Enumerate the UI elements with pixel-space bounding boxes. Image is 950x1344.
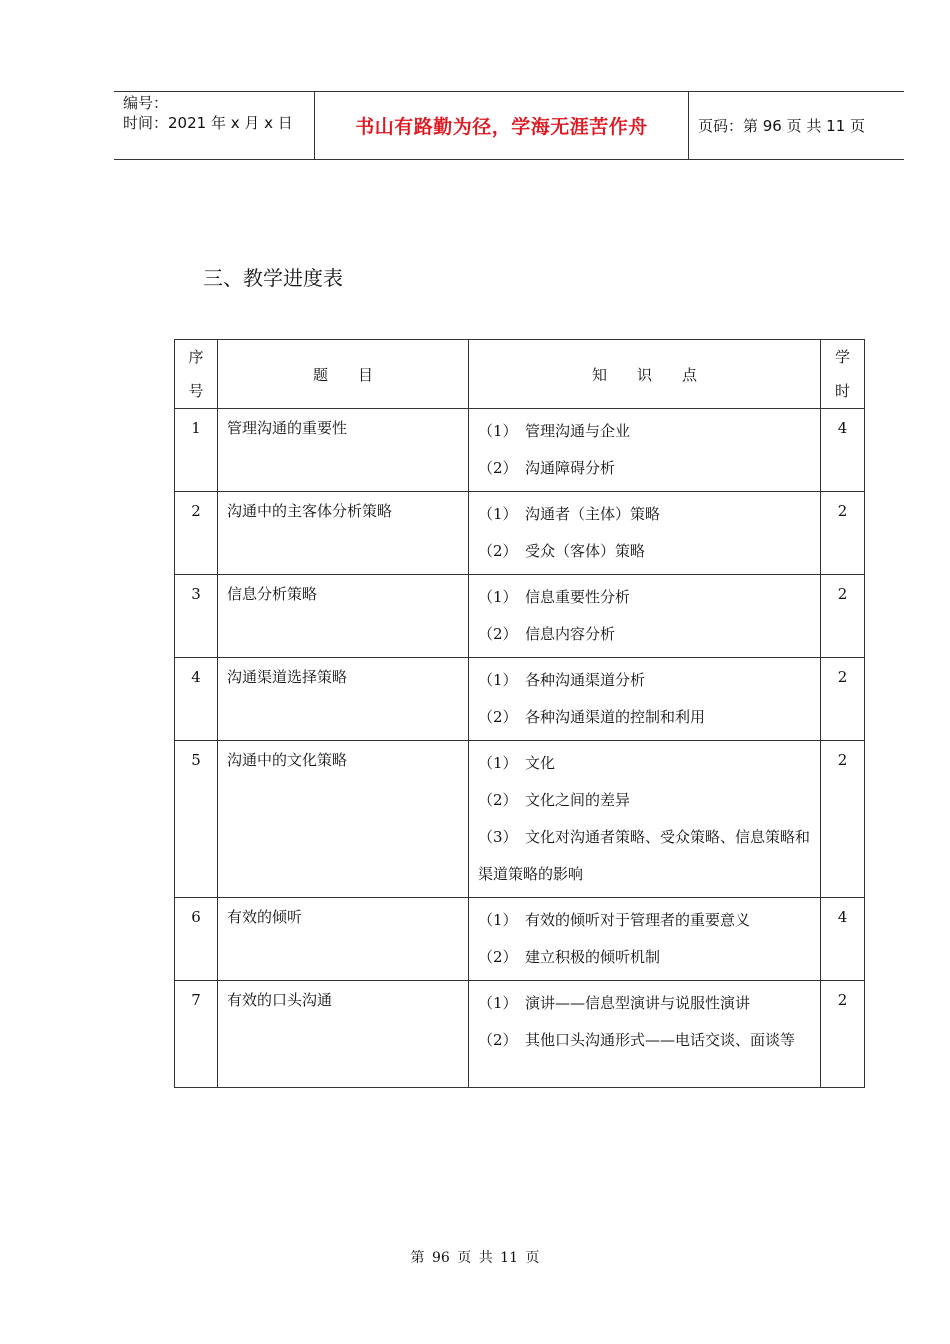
row-hours: 2 — [821, 981, 865, 1088]
knowledge-point: （1） 管理沟通与企业 — [478, 422, 631, 440]
header-hours-line2: 时 — [834, 382, 850, 400]
header-page-cell — [689, 92, 904, 159]
row-points — [469, 898, 821, 981]
knowledge-point: （3） 文化对沟通者策略、受众策略、信息策略和渠道策略的影响 — [478, 828, 811, 883]
header-seq-line2: 号 — [188, 382, 204, 400]
row-hours: 4 — [821, 898, 865, 981]
header-hours — [821, 340, 865, 409]
row-points — [469, 981, 821, 1088]
header-seq-line1: 序 — [188, 348, 204, 366]
page-footer: 第 96 页 共 11 页 — [410, 1250, 540, 1266]
row-hours: 2 — [821, 492, 865, 575]
row-number: 6 — [175, 898, 218, 981]
row-hours: 2 — [821, 741, 865, 898]
header-motto-cell — [315, 92, 689, 159]
table-row — [175, 898, 865, 981]
row-hours: 2 — [821, 658, 865, 741]
knowledge-point: （2） 建立积极的倾听机制 — [478, 948, 661, 966]
knowledge-point: （1） 文化 — [478, 754, 556, 772]
header-topic — [218, 340, 469, 409]
table-row — [175, 741, 865, 898]
knowledge-point: （1） 信息重要性分析 — [478, 588, 631, 606]
row-points — [469, 658, 821, 741]
row-number: 7 — [175, 981, 218, 1088]
row-topic: 信息分析策略 — [218, 575, 469, 658]
table-row — [175, 575, 865, 658]
table-row — [175, 658, 865, 741]
row-number: 1 — [175, 409, 218, 492]
row-number: 2 — [175, 492, 218, 575]
row-topic: 沟通中的文化策略 — [218, 741, 469, 898]
row-topic: 沟通渠道选择策略 — [218, 658, 469, 741]
header-hours-line1: 学 — [834, 348, 850, 366]
knowledge-point: （2） 受众（客体）策略 — [478, 542, 646, 560]
row-number: 5 — [175, 741, 218, 898]
date-label: 时间：2021 年 x 月 x 日 — [123, 114, 293, 132]
row-points — [469, 492, 821, 575]
table-row — [175, 981, 865, 1088]
schedule-table — [174, 339, 865, 1088]
header-topic-label: 题 目 — [312, 365, 373, 384]
header-meta-cell — [114, 92, 315, 159]
serial-label: 编号： — [123, 94, 169, 112]
knowledge-point: （1） 演讲——信息型演讲与说服性演讲 — [478, 994, 751, 1012]
row-number: 3 — [175, 575, 218, 658]
knowledge-point: （1） 各种沟通渠道分析 — [478, 671, 646, 689]
knowledge-point: （2） 信息内容分析 — [478, 625, 616, 643]
row-hours: 2 — [821, 575, 865, 658]
row-topic: 有效的口头沟通 — [218, 981, 469, 1088]
header-page-info: 页码：第 96 页 共 11 页 — [698, 117, 866, 135]
header-seq — [175, 340, 218, 409]
row-number: 4 — [175, 658, 218, 741]
table-row — [175, 409, 865, 492]
knowledge-point: （2） 沟通障碍分析 — [478, 459, 616, 477]
motto-text: 书山有路勤为径，学海无涯苦作舟 — [355, 116, 648, 138]
row-hours: 4 — [821, 409, 865, 492]
row-points — [469, 575, 821, 658]
knowledge-point: （1） 有效的倾听对于管理者的重要意义 — [478, 911, 751, 929]
row-topic: 有效的倾听 — [218, 898, 469, 981]
header-knowledge — [469, 340, 821, 409]
table-row — [175, 492, 865, 575]
knowledge-point: （2） 其他口头沟通形式——电话交谈、面谈等 — [478, 1031, 796, 1049]
document-header — [114, 91, 904, 160]
knowledge-point: （1） 沟通者（主体）策略 — [478, 505, 661, 523]
row-topic: 管理沟通的重要性 — [218, 409, 469, 492]
section-title: 三、教学进度表 — [203, 266, 343, 290]
table-header-row — [175, 340, 865, 409]
knowledge-point: （2） 各种沟通渠道的控制和利用 — [478, 708, 706, 726]
knowledge-point: （2） 文化之间的差异 — [478, 791, 631, 809]
header-knowledge-label: 知 识 点 — [591, 365, 697, 384]
row-topic: 沟通中的主客体分析策略 — [218, 492, 469, 575]
row-points — [469, 741, 821, 898]
row-points — [469, 409, 821, 492]
